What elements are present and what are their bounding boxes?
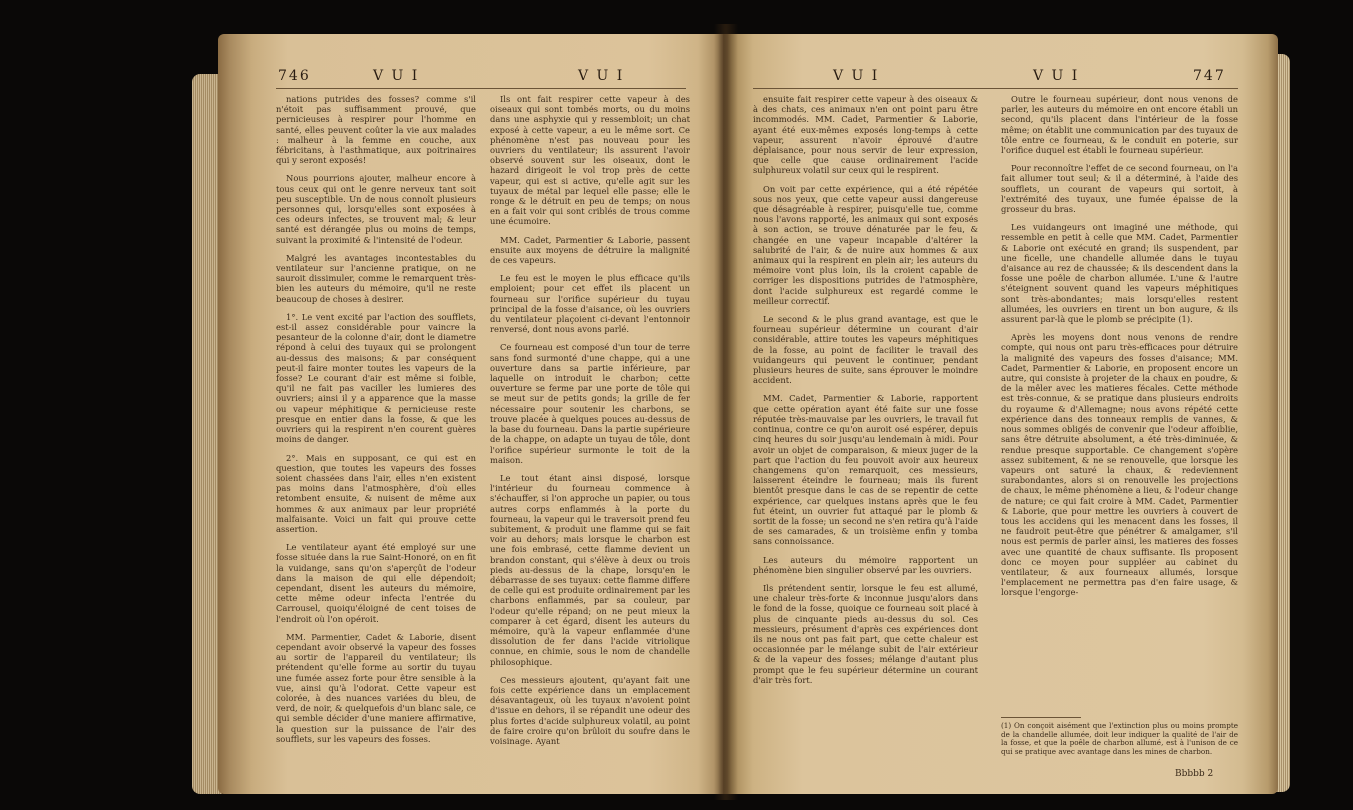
paragraph: Ce fourneau est composé d'un tour de terre sans fond surmonté d'une chappe, qui a une ouverture dans sa partie inférieure, par laquelle on introduit le charbon; cette ouverture se ferme par une porte de tôle qui se meut sur de petits gonds; la grille de fer nécessaire pour soutenir les charbons, se trouve placée à quelques pouces au-dessus de la base du fourneau. Dans la partie supérieure de la chappe, on adapte un tuyau de tôle, dont l'orifice supérieur surmonte le toit de la maison. [490,342,690,465]
paragraph: Nous pourrions ajouter, malheur encore à tous ceux qui ont le genre nerveux tant soit peu susceptible. Un de nous connoît plusieurs personnes qui, lorsqu'elles sont exposées à ces odeurs infectes, se trouvent mal; & leur santé est dérangée plus ou moins de temps, suivant la proximité & l'intensité de l'odeur. [276,173,476,245]
right-page [723,34,1278,794]
left-page [218,34,723,794]
book-gutter [714,24,738,800]
open-book [218,14,1278,800]
paragraph: Le tout étant ainsi disposé, lorsque l'intérieur du fourneau commence à s'échauffer, si l'on approche un papier, ou tous autres corps enflammés à la porte du fourneau, la vapeur qui le traversoit prend feu subitement, & produit une flamme qui se fait voir au dehors; mais lorsque le charbon est une fois embrasé, cette flamme devient un brandon constant, qui s'élève à deux ou trois pieds au-dessus de la chape, lorsqu'en le débarrasse de ses tuyaux: cette flamme differe de celle qui est produite ordinairement par les charbons enflammés, par sa couleur, par l'odeur qu'elle répand; on ne peut mieux la comparer à cet égard, disent les auteurs du mémoire, qu'à la vapeur enflammée d'une dissolution de fer dans l'acide vitriolique connue, en chimie, sous le nom de chandelle philosophique. [490,472,690,667]
paragraph: Le feu est le moyen le plus efficace qu'ils emploient; pour cet effet ils placent un fourneau sur l'orifice supérieur du tuyau principal de la fosse d'aisance, où les ouvriers du ventilateur plaçoient ci-devant l'entonnoir renversé, dont nous avons parlé. [490,273,690,335]
footnote: (1) On conçoit aisément que l'extinction plus ou moins prompte de la chandelle allumée, doit leur indiquer la qualité de l'air de la fosse, et que la poêle de charbon allumé, est à l'unison de ce qui se pratique avec avantage dans les mines de charbon. [1001,721,1238,756]
paragraph: Ces messieurs ajoutent, qu'ayant fait une fois cette expérience dans un emplacement désavantageux, où les tuyaux n'avoient point d'issue en dehors, il se répandit une odeur des plus fortes d'acide sulphureux volatil, au point de faire croire qu'on brûloit du soufre dans le voisinage. Ayant [490,674,690,746]
paragraph: 1°. Le vent excité par l'action des soufflets, est-il assez considérable pour vaincre la pesanteur de la colonne d'air, dont le diametre répond à celui des tuyaux qui se prolongent au-dessus des maisons; & par conséquent peut-il faire monter toutes les vapeurs de la fosse? Le courant d'air est même si foible, qu'il ne fait pas vaciller les lumieres des ouvriers; ainsi il y a apparence que la masse ou vapeur méphitique & pernicieuse reste presque en entier dans la fosse, & que les ouvriers qui la respirent n'en courent guères moins de danger. [276,311,476,445]
paragraph: MM. Cadet, Parmentier & Laborie, passent ensuite aux moyens de détruire la malignité de ces vapeurs. [490,234,690,266]
paragraph: nations putrides des fosses? comme s'il n'étoit pas suffisamment prouvé, que pernicieuses à respirer pour l'homme en santé, elles peuvent coûter la vie aux malades : malheur à la femme en couche, aux fébricitans, à l'asthmatique, aux poitrinaires qui y seront exposés! [276,94,476,166]
left-page-number: 746 [278,68,311,84]
paragraph: Malgré les avantages incontestables du ventilateur sur l'ancienne pratique, on ne sauroit dissimuler, comme le remarquent très-bien les auteurs du mémoire, qu'il ne reste beaucoup de choses à desirer. [276,252,476,304]
paragraph: MM. Parmentier, Cadet & Laborie, disent cependant avoir observé la vapeur des fosses au sortir de l'appareil du ventilateur; ils prétendent qu'elle forme au sortir du tuyau une fumée assez forte pour être sensible à la vue, ainsi qu'à l'odorat. Cette vapeur est colorée, à des nuances variées du bleu, de verd, de noir, & quelquefois d'un blanc sale, ce qui semble décider d'une maniere affirmative, la question sur la puissance de l'air des soufflets, sur les vapeurs des fosses. [276,631,476,744]
paragraph: Le second & le plus grand avantage, est que le fourneau supérieur détermine un courant d'air considérable, attire toutes les vapeurs méphitiques de la fosse, au point de faciliter le travail des vuidangeurs qui peuvent le continuer, pendant plusieurs heures de suite, sans éprouver le moindre accident. [753,314,978,386]
paragraph: Après les moyens dont nous venons de rendre compte, qui nous ont paru très-efficaces pour détruire la malignité des vapeurs des fosses d'aisance; MM. Cadet, Parmentier & Laborie, en proposent encore un autre, qui consiste à projeter de la chaux en poudre, & de la mêler avec les matieres fécales. Cette méthode est très-connue, & se pratique dans plusieurs endroits du royaume & d'Allemagne; nous avons répété cette expérience dans des tonneaux remplis de vannes, & nous sommes obligés de convenir que l'odeur affoiblie, sans être détruite absolument, a été très-diminuée, & rendue presque supportable. Ce changement s'opère assez subitement, & ne se renouvelle, que lorsque les vapeurs ont saturé la chaux, & redeviennent surabondantes, alors si on renouvelle les projections de chaux, le même phénomène a lieu, & l'odeur change de nature; ce qui fait croire à MM. Cadet, Parmentier & Laborie, que pour mettre les ouvriers à couvert de tous les accidens qui les menacent dans les fosses, il ne faudroit peut-être que pénétrer & amalgamer, s'il nous est permis de parler ainsi, les matieres des fosses avec une quantité de chaux suffisante. Ils proposent donc ce moyen pour suppléer au cabinet du ventilateur, & aux fourneaux allumés, lorsque l'emplacement ne permettra pas d'en faire usage, & lorsque l'engorge- [1001,332,1238,598]
paragraph: Pour reconnoître l'effet de ce second fourneau, on l'a fait allumer tout seul; & il a déterminé, à l'aide des soufflets, un courant de vapeurs qui sortoit, à l'extrémité des tuyaux, une fumée épaisse de la grosseur du bras. [1001,163,1238,215]
left-running-head-2: V U I [578,68,625,84]
paragraph: MM. Cadet, Parmentier & Laborie, rapportent que cette opération ayant été faite sur une fosse réputée très-mauvaise par les ouvriers, le travail fut continua, contre ce qu'on auroit osé espérer, depuis cinq heures du soir jusqu'au lendemain à midi. Pour avoir un objet de comparaison, & mieux juger de la part que l'action du feu pouvoit avoir aux heureux changemens qu'on remarquoit, ces messieurs, laisserent éteindre le fourneau; mais ils furent bientôt presque dans le cas de se repentir de cette expérience, car quelques instans après que le feu fut éteint, un ouvrier fut attaqué par le plomb & sortit de la fosse; un second ne s'en retira qu'à l'aide de ses camarades, & un troisième enfin y tomba sans connoissance. [753,393,978,547]
right-running-head-2: V U I [1033,68,1080,84]
paragraph: Les auteurs du mémoire rapportent un phénomène bien singulier observé par les ouvriers. [753,554,978,575]
paragraph: Le ventilateur ayant été employé sur une fosse située dans la rue Saint-Honoré, on en fit la vuidange, sans qu'on s'aperçût de l'odeur dans la maison de qui elle dépendoit; cependant, disent les auteurs du mémoire, cette même odeur infecta l'entrée du Carrousel, quoiqu'éloigné de cent toises de l'endroit où l'on opéroit. [276,542,476,624]
left-column-2 [490,94,690,754]
left-running-head: V U I [373,68,420,84]
paragraph: Ils prétendent sentir, lorsque le feu est allumé, une chaleur très-forte & inconnue jusqu'alors dans le fond de la fosse, quoique ce fourneau soit placé à plus de cinquante pieds au-dessus du sol. Ces messieurs, présument d'après ces expériences dont ils ne nous ont pas fait part, que cette chaleur est occasionnée par le mélange subit de l'air extérieur & de la vapeur des fosses; mélange d'autant plus prompt que le feu supérieur détermine un courant d'air très fort. [753,582,978,685]
right-column-2 [1001,94,1238,606]
footnote-rule [1001,717,1081,718]
right-column-1 [753,94,978,693]
signature-mark: Bbbbb 2 [1175,769,1214,779]
paragraph: Outre le fourneau supérieur, dont nous venons de parler, les auteurs du mémoire en ont encore établi un second, qu'ils placent dans l'intérieur de la fosse même; on établit une communication par des tuyaux de tôle entre ce fourneau, & le conduit en poterie, sur l'orifice duquel est établi le fourneau supérieur. [1001,94,1238,156]
left-head-rule [276,88,686,89]
paragraph: Ils ont fait respirer cette vapeur à des oiseaux qui sont tombés morts, ou du moins dans une asphyxie qui y ressembloit; un chat exposé à cette vapeur, a eu le même sort. Ce phénomène n'est pas nouveau pour les ouvriers du ventilateur; ils assurent l'avoir observé souvent sur les oiseaux, dont le hazard dirigeoit le vol trop près de cette vapeur, qui est si active, qu'elle agit sur les tuyaux de métal par lequel elle passe; elle le ronge & le détruit en peu de temps; on nous en a fait voir qui sont criblés de trous comme une écumoire. [490,94,690,227]
right-head-rule [753,88,1238,89]
left-column-1 [276,94,476,752]
paragraph: On voit par cette expérience, qui a été répétée sous nos yeux, que cette vapeur aussi dangereuse que désagréable à respirer, puisqu'elle tue, comme nous l'avons rapporté, les animaux qui sont exposés à son action, se trouve dénaturée par le feu, & changée en une vapeur incapable d'altérer la salubrité de l'air, & de nuire aux hommes & aux animaux qui la respirent en plein air; les auteurs du mémoire vont plus loin, ils la croient capable de corriger les dispositions putrides de l'atmosphère, dont l'acide sulphureux est regardé comme le meilleur correctif. [753,183,978,306]
right-running-head: V U I [833,68,880,84]
paragraph: Les vuidangeurs ont imaginé une méthode, qui ressemble en petit à celle que MM. Cadet, Parmentier & Laborie ont exécuté en grand; ils suspendent, par une ficelle, une chandelle allumée dans le tuyau d'aisance au rez de chaussée; & ils descendent dans la fosse une poêle de charbon allumée. L'une & l'autre s'éteignent souvent quand les vapeurs méphitiques sont très-abondantes; mais lorsqu'elles restent allumées, les ouvriers en tirent un bon augure, & ils assurent par-là que le plomb se précipite (1). [1001,222,1238,325]
paragraph: ensuite fait respirer cette vapeur à des oiseaux & à des chats, ces animaux n'en ont point paru être incommodés. MM. Cadet, Parmentier & Laborie, ayant été eux-mêmes exposés long-temps à cette vapeur, assurent n'avoir éprouvé d'autre déplaisance, pour nous servir de leur expression, que celle que cause ordinairement l'acide sulphureux volatil sur ceux qui le respirent. [753,94,978,176]
right-page-number: 747 [1193,68,1226,84]
paragraph: 2°. Mais en supposant, ce qui est en question, que toutes les vapeurs des fosses soient chassées dans l'air, elles n'en existent pas moins dans l'atmosphère, d'où elles retombent ensuite, & nuisent de même aux hommes & aux animaux par leur propriété malfaisante. Voici un fait qui prouve cette assertion. [276,452,476,534]
